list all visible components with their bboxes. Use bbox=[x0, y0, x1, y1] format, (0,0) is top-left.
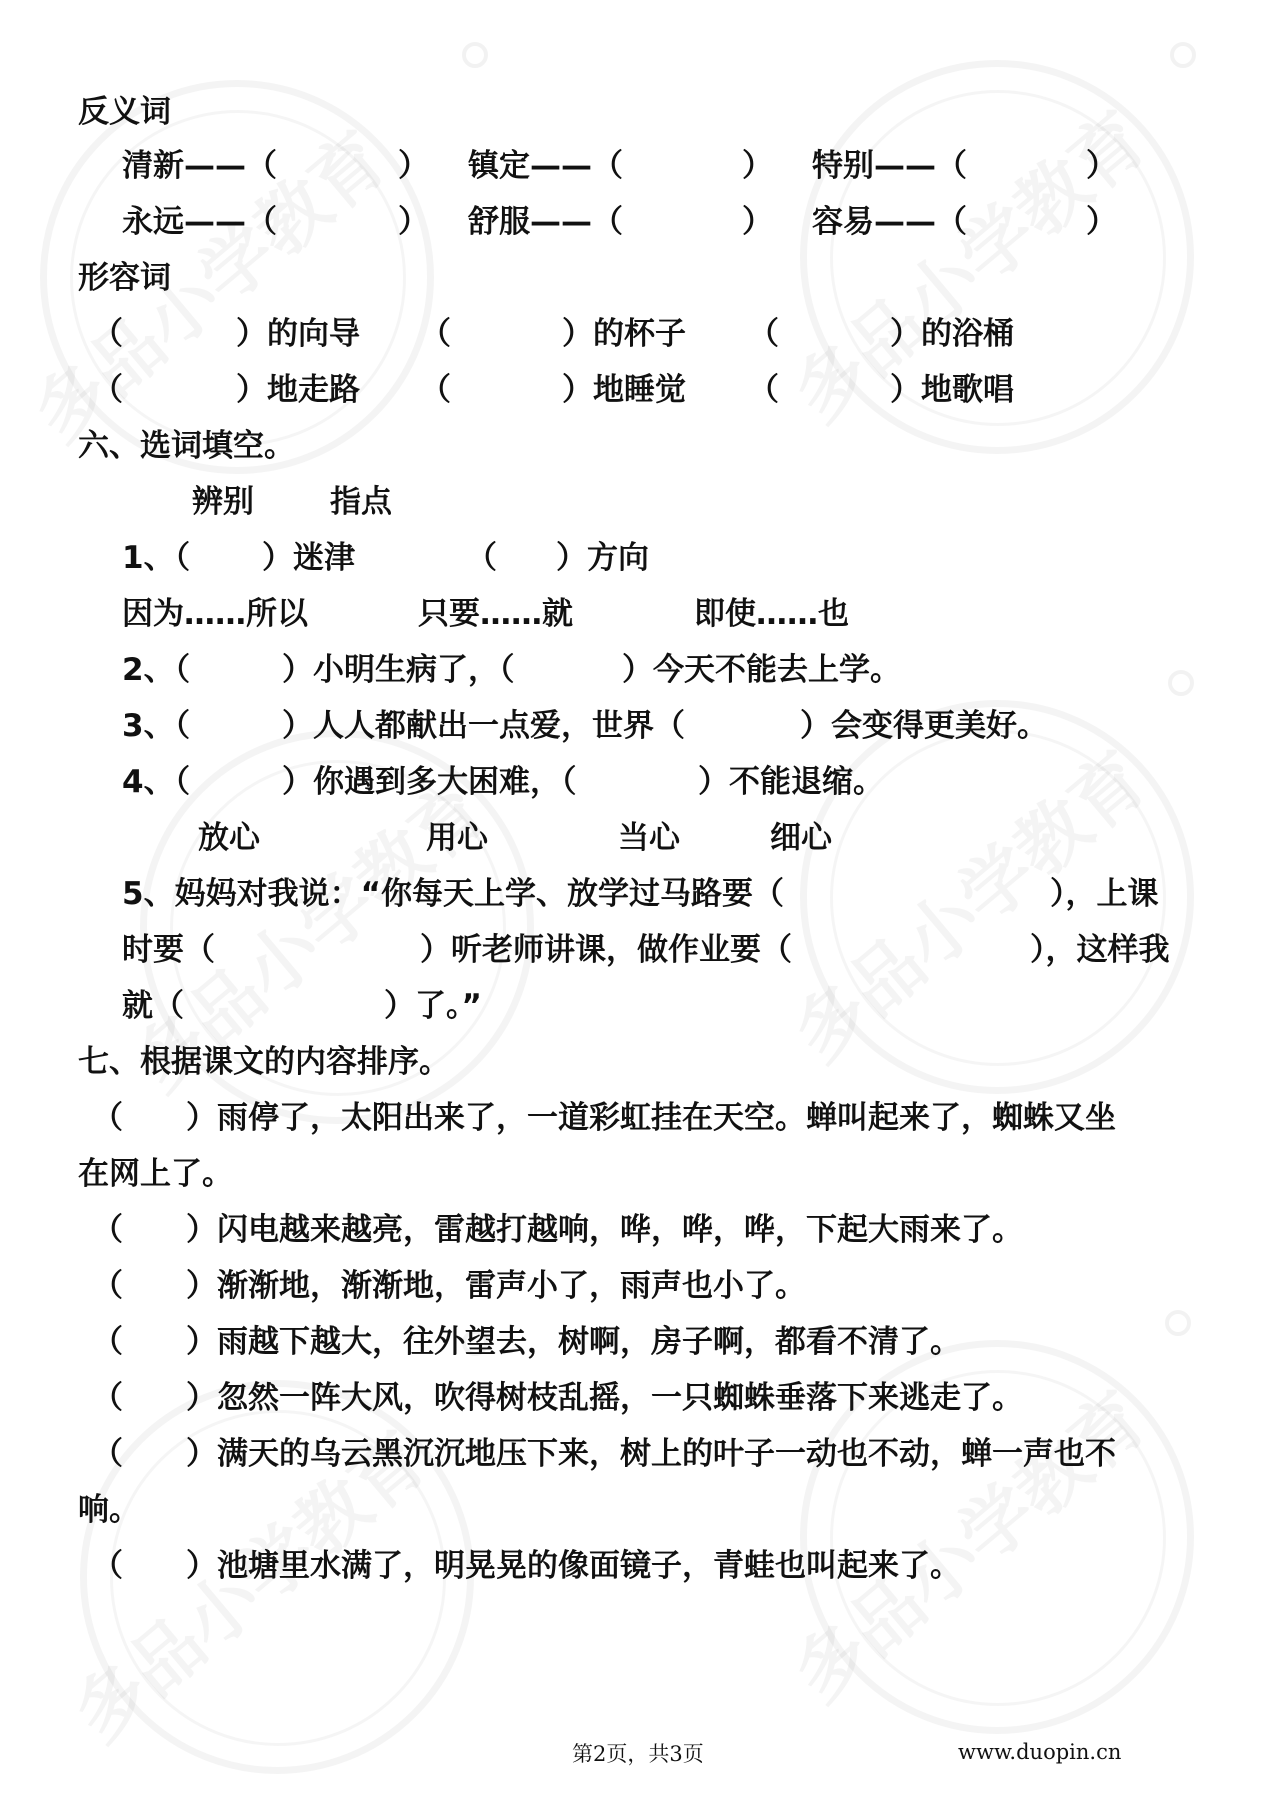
antonym-item: 永远——（ bbox=[122, 204, 277, 240]
bracket-close: ） bbox=[398, 204, 429, 240]
bracket-close: ） bbox=[742, 204, 773, 240]
question-text: ）不能退缩。 bbox=[698, 764, 884, 800]
order-item-text: ）忽然一阵大风，吹得树枝乱摇，一只蜘蛛垂落下来逃走了。 bbox=[186, 1380, 1023, 1416]
word-option: 细心 bbox=[770, 820, 832, 856]
antonym-item: 容易——（ bbox=[812, 204, 967, 240]
section7-heading: 七、根据课文的内容排序。 bbox=[78, 1044, 450, 1080]
adjective-item: ）地走路 bbox=[236, 372, 360, 408]
question-text: ）你遇到多大困难，（ bbox=[282, 764, 577, 800]
question-text: ）小明生病了，（ bbox=[282, 652, 515, 688]
order-item-text: ）雨停了，太阳出来了，一道彩虹挂在天空。蝉叫起来了，蜘蛛又坐 bbox=[186, 1100, 1116, 1136]
word-option: 辨别 bbox=[192, 484, 254, 520]
word-option: 指点 bbox=[330, 484, 392, 520]
order-item-text: ）满天的乌云黑沉沉地压下来，树上的叶子一动也不动，蝉一声也不 bbox=[186, 1436, 1116, 1472]
question-text: 5、妈妈对我说：“你每天上学、放学过马路要（ bbox=[122, 876, 784, 912]
bracket-close: ） bbox=[1086, 148, 1117, 184]
question-text: ）会变得更美好。 bbox=[800, 708, 1048, 744]
question-text: 2、（ bbox=[122, 652, 191, 688]
question-text: 1、（ bbox=[122, 540, 191, 576]
order-item-text: ）闪电越来越亮，雷越打越响，哗，哗，哗，下起大雨来了。 bbox=[186, 1212, 1023, 1248]
order-item-text: ）渐渐地，渐渐地，雷声小了，雨声也小了。 bbox=[186, 1268, 806, 1304]
question-text: ）人人都献出一点爱，世界（ bbox=[282, 708, 685, 744]
question-text: （ bbox=[466, 540, 497, 576]
order-item-text: ）雨越下越大，往外望去，树啊，房子啊，都看不清了。 bbox=[186, 1324, 961, 1360]
watermark-dot bbox=[1168, 670, 1194, 696]
bracket-open: （ bbox=[92, 1380, 123, 1416]
question-text: ），上课 bbox=[1050, 876, 1159, 912]
question-text: 就（ bbox=[122, 988, 184, 1024]
antonym-item: 舒服——（ bbox=[468, 204, 623, 240]
order-item-text: ）池塘里水满了，明晃晃的像面镜子，青蛙也叫起来了。 bbox=[186, 1548, 961, 1584]
watermark-dot bbox=[462, 42, 488, 68]
adjective-item: ）的杯子 bbox=[562, 316, 686, 352]
word-option: 当心 bbox=[618, 820, 680, 856]
question-text: 3、（ bbox=[122, 708, 191, 744]
question-text: ），这样我 bbox=[1030, 932, 1170, 968]
bracket-open: （ bbox=[92, 1212, 123, 1248]
question-text: ）方向 bbox=[556, 540, 649, 576]
word-option: 只要……就 bbox=[418, 596, 573, 632]
bracket-open: （ bbox=[92, 316, 123, 352]
watermark-dot bbox=[1170, 42, 1196, 68]
adjective-item: ）的向导 bbox=[236, 316, 360, 352]
watermark-dot bbox=[1165, 1310, 1191, 1336]
word-option: 放心 bbox=[198, 820, 260, 856]
antonym-item: 清新——（ bbox=[122, 148, 277, 184]
bracket-open: （ bbox=[92, 1548, 123, 1584]
bracket-open: （ bbox=[92, 1100, 123, 1136]
bracket-close: ） bbox=[398, 148, 429, 184]
question-text: ）听老师讲课，做作业要（ bbox=[420, 932, 792, 968]
bracket-open: （ bbox=[420, 316, 451, 352]
bracket-open: （ bbox=[92, 1324, 123, 1360]
bracket-open: （ bbox=[748, 372, 779, 408]
adjective-item: ）地睡觉 bbox=[562, 372, 686, 408]
word-option: 因为……所以 bbox=[122, 596, 308, 632]
adjective-item: ）地歌唱 bbox=[890, 372, 1014, 408]
bracket-open: （ bbox=[92, 1268, 123, 1304]
question-text: ）迷津 bbox=[262, 540, 355, 576]
bracket-close: ） bbox=[742, 148, 773, 184]
section6-heading: 六、选词填空。 bbox=[78, 428, 295, 464]
adjectives-heading: 形容词 bbox=[78, 260, 171, 296]
antonym-item: 特别——（ bbox=[812, 148, 967, 184]
question-text: 4、（ bbox=[122, 764, 191, 800]
site-url[interactable]: www.duopin.cn bbox=[958, 1740, 1122, 1764]
bracket-open: （ bbox=[748, 316, 779, 352]
question-text: ）今天不能去上学。 bbox=[622, 652, 901, 688]
adjective-item: ）的浴桶 bbox=[890, 316, 1014, 352]
bracket-open: （ bbox=[92, 1436, 123, 1472]
antonym-item: 镇定——（ bbox=[468, 148, 623, 184]
question-text: 时要（ bbox=[122, 932, 215, 968]
word-option: 即使……也 bbox=[694, 596, 849, 632]
word-option: 用心 bbox=[426, 820, 488, 856]
order-item-6-line-2: 响。 bbox=[78, 1492, 140, 1528]
order-item-1-line-2: 在网上了。 bbox=[78, 1156, 233, 1192]
watermark-seal-inner bbox=[830, 1370, 1166, 1706]
antonyms-heading: 反义词 bbox=[78, 94, 171, 130]
bracket-close: ） bbox=[1086, 204, 1117, 240]
bracket-open: （ bbox=[420, 372, 451, 408]
bracket-open: （ bbox=[92, 372, 123, 408]
page-number: 第2页，共3页 bbox=[572, 1742, 704, 1766]
question-text: ）了。” bbox=[384, 988, 482, 1024]
